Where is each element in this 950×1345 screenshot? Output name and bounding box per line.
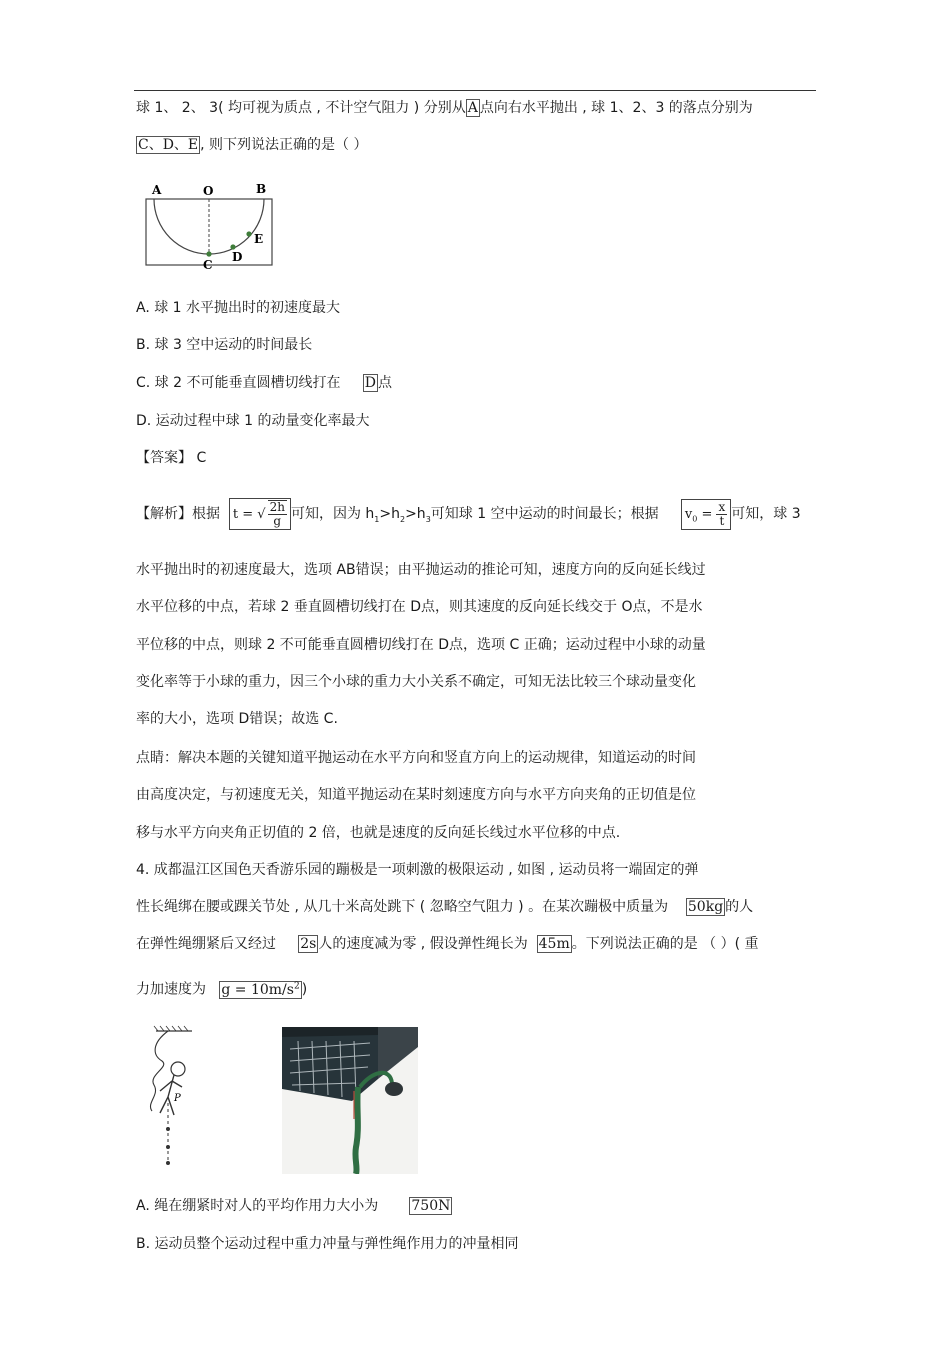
q3-option-c-point: D — [364, 375, 376, 391]
q3-option-d: D. 运动过程中球 1 的动量变化率最大 — [136, 413, 370, 429]
q4-stem-line2 — [136, 897, 753, 917]
formula-time-den: g — [273, 514, 282, 528]
q4-option-a-text: A. 绳在绷紧时对人的平均作用力大小为 — [136, 1198, 379, 1214]
label-a: A — [152, 183, 162, 197]
analysis-text-4: 可知，球 3 — [731, 506, 801, 522]
analysis-text-3: 可知球 1 空中运动的时间最长；根据 — [430, 506, 659, 522]
q4-line2-text-1: 性长绳绑在腰或踝关节处 , 从几十米高处跳下 ( 忽略空气阻力 ) 。在某次蹦极中质量为 — [136, 899, 669, 915]
q4-line3-text-1: 在弹性绳绷紧后又经过 — [136, 936, 276, 952]
label-c: C — [203, 258, 213, 272]
q3-answer: 【答案】 C — [136, 450, 207, 466]
tower-structure — [282, 1027, 378, 1101]
h-sub-3: 3 — [425, 514, 431, 524]
formula-velocity-sub: 0 — [692, 514, 698, 524]
q4-stem-line4 — [136, 976, 307, 1000]
header-rule — [134, 90, 816, 91]
q4-gravity-value — [219, 981, 301, 999]
q4-rope-value: 45m — [538, 936, 570, 952]
q4-mass-value: 50kg — [687, 899, 724, 915]
q3-tip-line1: 点睛：解决本题的关键知道平抛运动在水平方向和竖直方向上的运动规律，知道运动的时间 — [136, 750, 696, 766]
h-sub-1: 1 — [374, 514, 380, 524]
q3-tip-line2: 由高度决定，与初速度无关，知道平抛运动在某时刻速度方向与水平方向夹角的正切值是位 — [136, 787, 696, 803]
bungee-photo-drawing — [282, 1027, 418, 1174]
analysis-text-1: 【解析】根据 — [136, 506, 220, 522]
q3-stem-line1 — [136, 98, 753, 118]
formula-velocity-num: x — [718, 499, 726, 514]
q3-option-c-text-2: 点 — [377, 375, 392, 391]
label-o: O — [203, 184, 214, 198]
q4-line4-text-2: ) — [301, 981, 308, 998]
jumper-photo-figure — [385, 1082, 403, 1096]
landing-point-d — [230, 244, 235, 249]
q4-gravity-exp: 2 — [293, 981, 300, 991]
q4-option-b: B. 运动员整个运动过程中重力冲量与弹性绳作用力的冲量相同 — [136, 1236, 519, 1252]
landing-point-c — [206, 251, 211, 256]
q4-line3-text-2: 人的速度减为零 , 假设弹性绳长为 — [318, 936, 528, 952]
q3-option-a: A. 球 1 水平抛出时的初速度最大 — [136, 300, 341, 316]
q4-gravity-text: g = 10m/s — [221, 981, 294, 998]
q3-tip-line3: 移与水平方向夹角正切值的 2 倍，也就是速度的反向延长线过水平位移的中点. — [136, 825, 621, 841]
h-gt-2: >h — [405, 506, 426, 522]
point-p-label: P — [174, 1093, 181, 1104]
ceiling-hatch — [154, 1026, 188, 1031]
label-d: D — [232, 250, 243, 264]
q3-analysis-line2: 水平抛出时的初速度最大，选项 AB错误；由平抛运动的推论可知，速度方向的反向延长线过 — [136, 562, 706, 578]
analysis-text-2: 可知，因为 h — [290, 506, 375, 522]
q4-line2-text-2: 的人 — [725, 899, 754, 915]
formula-time-num: 2h — [269, 500, 285, 514]
formula-time: t = √ $\frac{2h}{g}$ — [229, 498, 291, 530]
q4-line4-text-1: 力加速度为 — [136, 981, 206, 998]
q3-option-c — [136, 373, 392, 393]
q3-analysis-line5: 变化率等于小球的重力，因三个小球的重力大小关系不确定，可知无法比较三个球动量变化 — [136, 674, 696, 690]
q3-stem-line2 — [136, 135, 368, 155]
formula-velocity-v: v — [684, 506, 693, 522]
q4-line3-text-3: 。下列说法正确的是 （ ）( 重 — [571, 936, 759, 952]
bungee-cord — [150, 1031, 168, 1111]
q3-stem-text-2: 点向右水平抛出 , 球 1、2、3 的落点分别为 — [479, 100, 753, 116]
formula-velocity-eq: = — [697, 506, 713, 522]
green-cord — [355, 1087, 358, 1174]
q4-stem-line1: 4. 成都温江区国色天香游乐园的蹦极是一项刺激的极限运动 , 如图 , 运动员将一端固定的弹 — [136, 862, 699, 878]
q3-option-c-text-1: C. 球 2 不可能垂直圆槽切线打在 — [136, 375, 341, 391]
q3-analysis-line4: 平位移的中点，则球 2 不可能垂直圆槽切线打在 D点，选项 C 正确；运动过程中小球的动量 — [136, 637, 706, 653]
jumper-head — [171, 1062, 185, 1076]
q3-points-cde: C、D、E — [138, 137, 199, 153]
q3-analysis-line6: 率的大小，选项 D错误；故选 C. — [136, 711, 338, 727]
h-sub-2: 2 — [399, 514, 406, 524]
q3-analysis-line3: 水平位移的中点，若球 2 垂直圆槽切线打在 D点，则其速度的反向延长线交于 O点，不是水 — [136, 599, 703, 615]
landing-point-e — [246, 231, 251, 236]
bungee-photo — [282, 1027, 418, 1174]
q4-stem-line3 — [136, 934, 759, 954]
fall-marker-2 — [166, 1145, 170, 1149]
fall-marker-3 — [166, 1161, 170, 1165]
bungee-diagram — [138, 1025, 208, 1170]
fall-marker-1 — [166, 1127, 170, 1131]
label-e: E — [254, 232, 264, 246]
q3-stem-text-3: , 则下列说法正确的是（ ） — [200, 137, 368, 153]
formula-time-lhs: t = — [232, 507, 254, 522]
q3-point-a: A — [467, 100, 478, 116]
groove-figure — [140, 178, 280, 273]
q3-stem-text-1: 球 1、 2、 3( 均可视为质点 , 不计空气阻力 ) 分别从 — [136, 100, 466, 116]
q3-option-b: B. 球 3 空中运动的时间最长 — [136, 337, 313, 353]
formula-velocity — [681, 499, 731, 530]
formula-velocity-den: t — [719, 513, 725, 528]
q4-time-value: 2s — [300, 936, 317, 952]
q3-analysis-line1 — [136, 492, 801, 542]
q4-option-a-value: 750N — [411, 1198, 451, 1214]
label-b: B — [256, 182, 267, 196]
q4-option-a — [136, 1196, 452, 1216]
h-gt-1: >h — [379, 506, 400, 522]
